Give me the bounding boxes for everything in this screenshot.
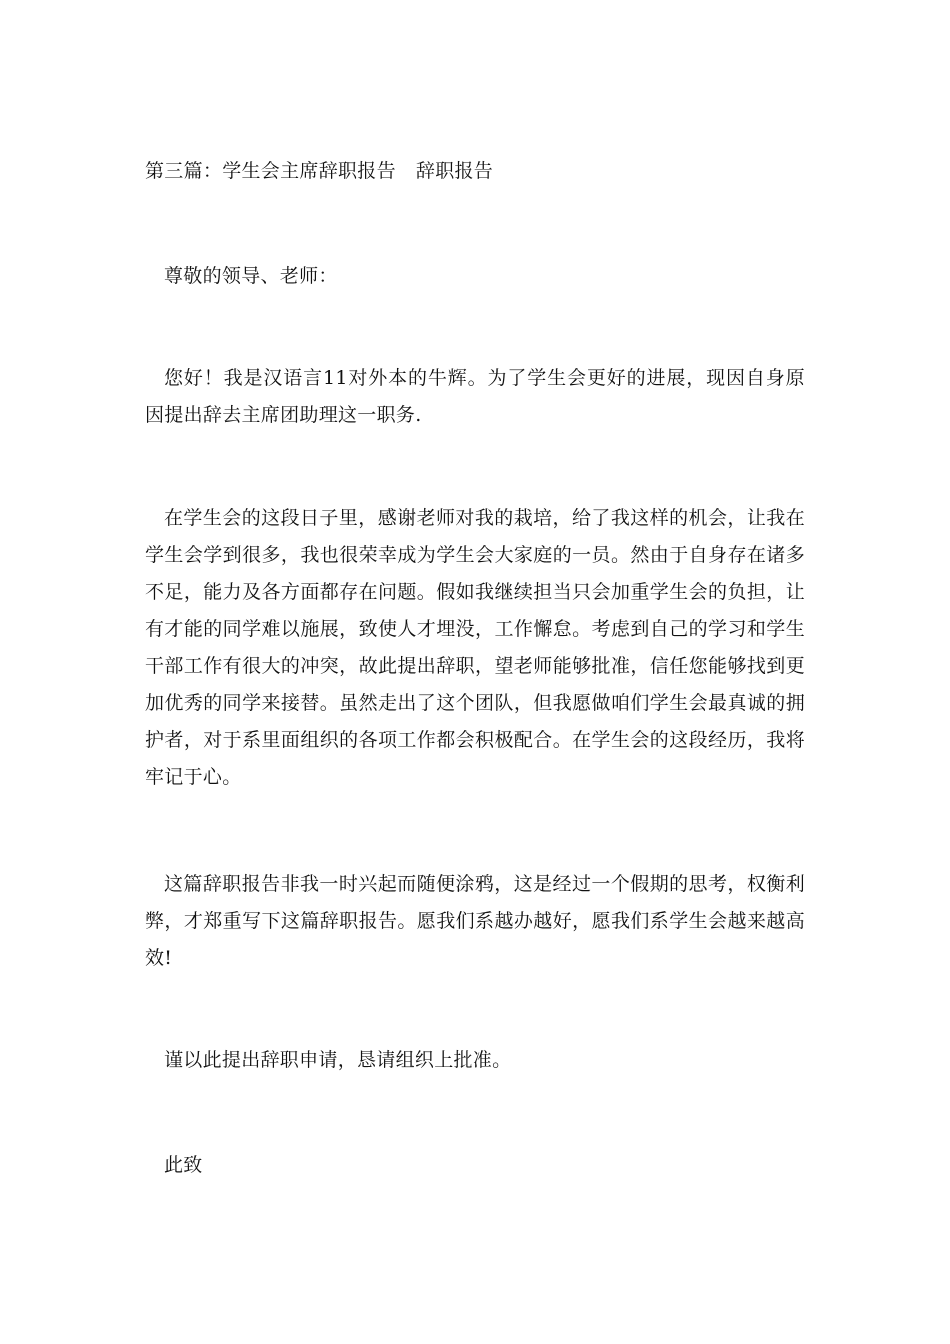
document-subtitle: 辞职报告 [415,160,494,182]
intro-paragraph: 您好！我是汉语言11对外本的牛辉。为了学生会更好的进展，现因自身原因提出辞去主席团助理这一职务. [145,367,805,426]
document-title: 第三篇：学生会主席辞职报告 [145,160,396,182]
document-title-line [145,157,493,185]
body-paragraph: 在学生会的这段日子里，感谢老师对我的栽培，给了我这样的机会，让我在学生会学到很多，我也很荣幸成为学生会大家庭的一员。然由于自身存在诸多不足，能力及各方面都存在问题。假如我继续担当只会加重学生会的负担，让有才能的同学难以施展，致使人才埋没，工作懈怠。考虑到自己的学习和学生干部工作有很大的冲突，故此提出辞职，望老师能够批准，信任您能够找到更加优秀的同学来接替。虽然走出了这个团队，但我愿做咱们学生会最真诚的拥护者，对于系里面组织的各项工作都会积极配合。在学生会的这段经历，我将牢记于心。 [145,507,805,788]
reason-paragraph: 这篇辞职报告非我一时兴起而随便涂鸦，这是经过一个假期的思考，权衡利弊，才郑重写下这篇辞职报告。愿我们系越办越好，愿我们系学生会越来越高效! [145,873,805,969]
salutation: 尊敬的领导、老师： [164,265,338,287]
request-paragraph: 谨以此提出辞职申请，恳请组织上批准。 [164,1049,512,1071]
closing-line: 此致 [164,1154,203,1176]
